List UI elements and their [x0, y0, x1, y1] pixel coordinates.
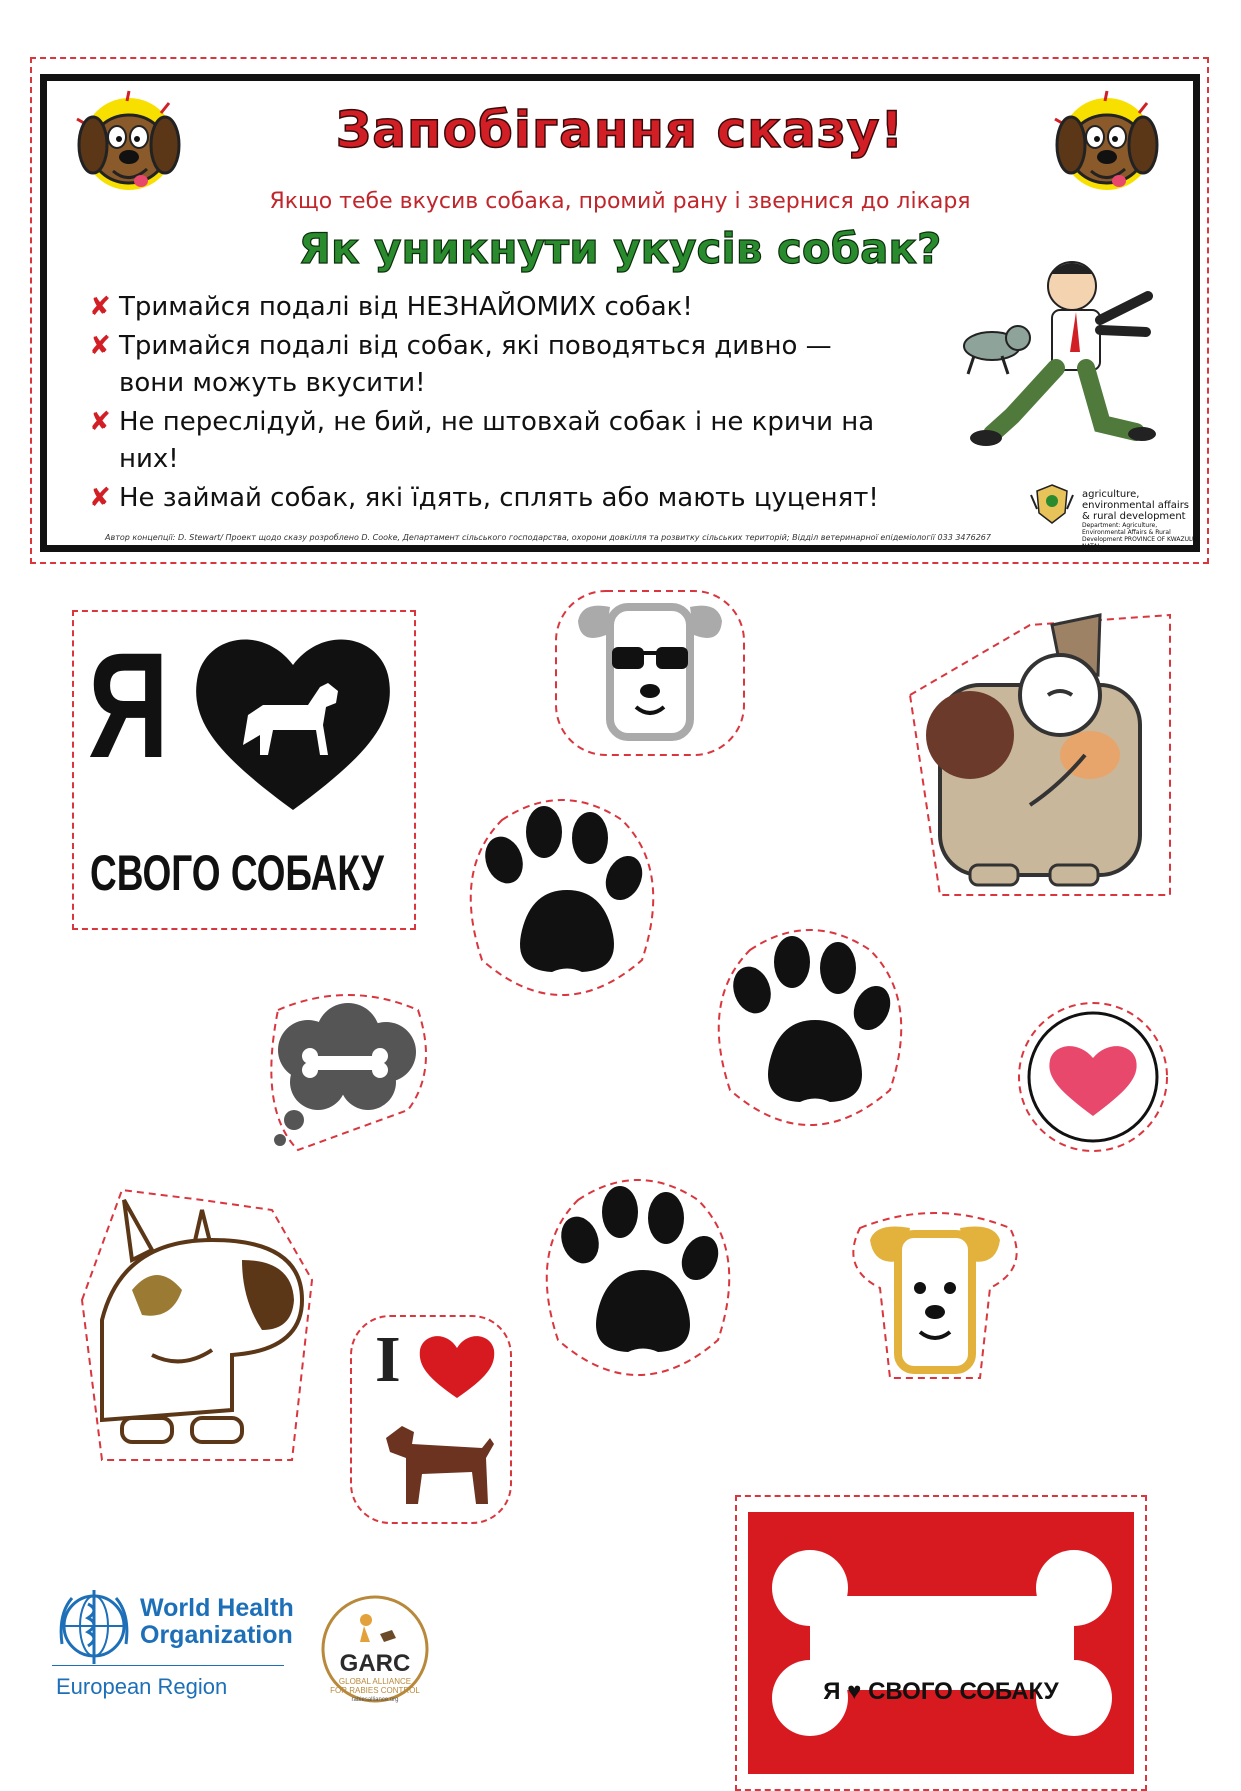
credit-line: Автор концепції: D. Stewart/ Проект щодо сказу розроблено D. Cooke, Департамент сільського господарства, охорони довкілля та розвитку сільських територій; Відділ ветеринарної епідеміології 033 3476267 — [105, 533, 991, 542]
banner-heading: Як уникнути укусів собак? — [298, 224, 942, 273]
banner-title: Запобігання сказу! — [335, 101, 905, 159]
paw-print-icon — [710, 920, 910, 1135]
cross-icon: ✘ — [89, 331, 111, 361]
who-region: European Region — [56, 1674, 228, 1699]
brown-cartoon-dog-sticker — [880, 605, 1180, 905]
garc-tagline: GLOBAL ALLIANCE FOR RABIES CONTROL — [330, 1677, 420, 1695]
who-divider — [52, 1665, 284, 1666]
bull-terrier-sticker — [62, 1180, 322, 1470]
bone-sticker — [748, 1512, 1134, 1774]
paw-print-icon — [538, 1170, 738, 1385]
yellow-dog-sticker — [840, 1208, 1030, 1388]
rabies-banner — [40, 74, 1200, 552]
bone-icon — [764, 1536, 1120, 1750]
paw-print-icon — [462, 790, 662, 1005]
who-name: World Health Organization — [140, 1594, 294, 1649]
department-label: agriculture, environmental affairs & rural development Department: Agriculture, Environmental Affairs & Rural Development PROVINCE OF KWAZULU-NATAL — [1082, 489, 1199, 550]
heart-circle-sticker — [1016, 1000, 1171, 1155]
bone-sticker-text: Я ♥ СВОГО СОБАКУ — [823, 1678, 1059, 1705]
love-sticker-caption: СВОГО СОБАКУ — [90, 845, 384, 901]
rule-item: ✘ Не переслідуй, не бий, не штовхай собак і не кричи на них! — [89, 404, 919, 478]
thought-bubble-bone-sticker — [258, 990, 433, 1160]
garc-url: rabiesalliance.org — [351, 1697, 399, 1703]
grey-dog-sunglasses-sticker — [550, 585, 750, 760]
rule-item: ✘ Тримайся подалі від собак, які поводяться дивно — вони можуть вкусити! — [89, 328, 879, 402]
cross-icon: ✘ — [89, 407, 111, 437]
coat-of-arms-icon — [1027, 481, 1077, 526]
cross-icon: ✘ — [89, 483, 111, 513]
man-fleeing-dog-illustration — [952, 256, 1162, 466]
i-love-letter: I — [375, 1323, 401, 1396]
heart-with-dog-icon — [188, 625, 398, 815]
red-heart-icon — [418, 1330, 496, 1400]
brown-dog-silhouette-icon — [372, 1408, 497, 1508]
love-sticker-letter: Я — [88, 621, 169, 789]
rule-item: ✘ Тримайся подалі від НЕЗНАЙОМИХ собак! — [89, 289, 989, 326]
banner-subtitle: Якщо тебе вкусив собака, промий рану і звернися до лікаря — [269, 189, 971, 214]
garc-name: GARC — [339, 1650, 411, 1677]
who-emblem-icon — [52, 1584, 136, 1668]
rules-list — [89, 289, 989, 519]
rule-item: ✘ Не займай собак, які їдять, сплять або мають цуценят! — [89, 480, 989, 517]
cross-icon: ✘ — [89, 292, 111, 322]
